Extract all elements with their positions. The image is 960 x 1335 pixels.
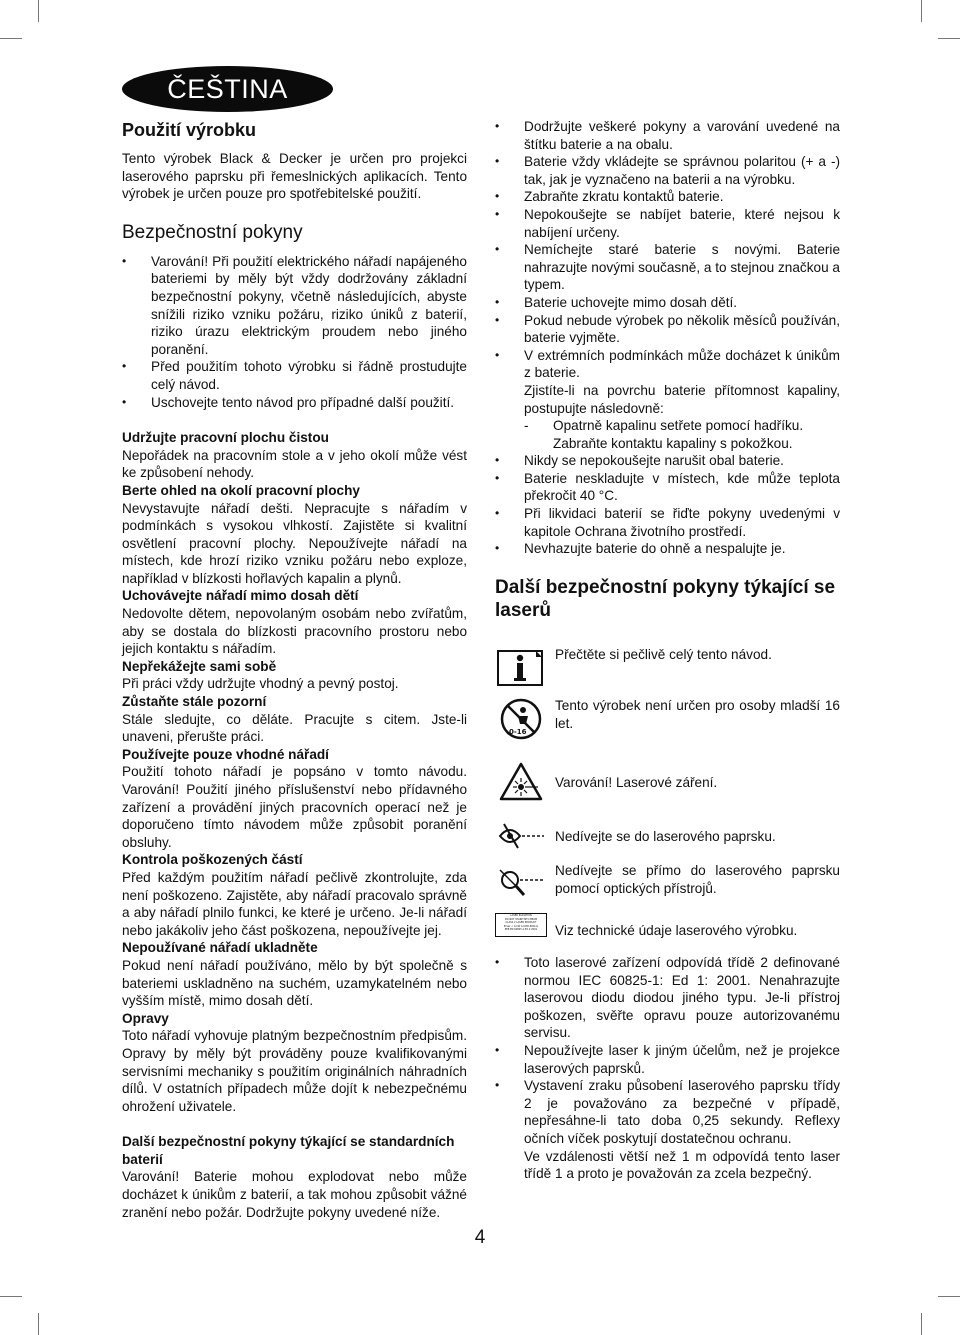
battery-list (495, 118, 840, 382)
section-text: Stále sledujte, co děláte. Pracujte s citem. Jste-li unaveni, přerušte práci. (122, 711, 467, 745)
crop-mark-bottom-left (38, 1313, 39, 1335)
list-item: • Toto laserové zařízení odpovídá třídě 2 definované normou IEC 60825-1: Ed 1: 2001. Nenahrazujte laserovou diodu diodou jiného typu. Je-li přístroj poškozen, svěřte opravu pouze autorizovanému servisu. (495, 954, 840, 1042)
page-number: 4 (474, 1227, 486, 1248)
symbol-text: Nedívejte se do laserového paprsku. (555, 829, 776, 844)
section-text: Nevystavujte nářadí dešti. Nepracujte s nářadím v podmínkách s vysokou vlhkostí. Zajistěte si kvalitní osvětlení pracovní plochy. Nepoužívejte nářadí na místech, kde hrozí riziko vzniku požáru nebo exploze, například v blízkosti hořlavých kapalin a plynů. (122, 500, 467, 586)
laser-label-icon (495, 910, 547, 940)
list-item: • Před použitím tohoto výrobku si řádně prostudujte celý návod. (122, 358, 467, 393)
list-item: • Nevhazujte baterie do ohně a nespalujte je. (495, 540, 840, 558)
list-item: • Nepokoušejte se nabíjet baterie, které nejsou k nabíjení určeny. (495, 206, 840, 241)
list-item: • Varování! Při použití elektrického nářadí napájeného bateriemi by měly být vždy dodržovány základní bezpečnostní pokyny, včetně následujících, abyste snížili riziko vzniku požáru, riziko úniků z baterií, riziko úrazu elektrickým proudem nebo jiného poranění. (122, 253, 467, 359)
label-line: DO NOT STARE INTO BEAM (504, 917, 538, 921)
laser-after-text: Ve vzdálenosti větší než 1 m odpovídá tento laser třídě 1 a proto je považován za zcela bezpečný. (524, 1148, 840, 1182)
leak-text: Zjistíte-li na povrchu baterie přítomnost kapaliny, postupujte následovně: (524, 382, 840, 416)
list-item: • V extrémních podmínkách může docházet k únikům z baterie. (495, 347, 840, 382)
section-heading: Berte ohled na okolí pracovní plochy (122, 482, 360, 498)
use-title: Použití výrobku (122, 120, 257, 140)
list-item: • Pokud nebude výrobek po několik měsíců používán, baterie vyjměte. (495, 312, 840, 347)
label-line: Pmax < 1mW λ=630-680nm (503, 924, 539, 928)
symbol-row (495, 760, 840, 804)
list-item: • Zabraňte zkratu kontaktů baterie. (495, 188, 840, 206)
list-item: • Vystavení zraku působení laserového paprsku třídy 2 je považováno za bezpečné v případě, nepřesáhne-li tato doba 0,25 sekundy. Reflexy očních víček poskytují dostatečnou ochranu. (495, 1077, 840, 1147)
dash-marker: - (524, 418, 529, 434)
language-badge: ČEŠTINA (122, 66, 333, 112)
list-item: • Nepoužívejte laser k jiným účelům, než je projekce laserových paprsků. (495, 1042, 840, 1077)
manual-info-icon (495, 646, 547, 690)
list-item: • Baterie neskladujte v místech, kde může teplota překročit 40 °C. (495, 470, 840, 505)
laser-list (495, 954, 840, 1148)
label-line: PER EN 60825-1:Ed 1:2001 (504, 928, 538, 932)
symbol-text: Viz technické údaje laserového výrobku. (555, 923, 798, 938)
laser-title: Další bezpečnostní pokyny týkající se laserů (495, 576, 836, 621)
symbol-text: Tento výrobek není určen pro osoby mladší 16 let. (555, 698, 840, 731)
magnifier-laser-icon (495, 862, 547, 906)
list-item: • Při likvidaci baterií se řiďte pokyny uvedenými v kapitole Ochrana životního prostředí. (495, 505, 840, 540)
list-item: • Baterie uchovejte mimo dosah dětí. (495, 294, 840, 312)
symbol-row (495, 814, 840, 858)
symbol-text: Varování! Laserové záření. (555, 775, 718, 790)
section-heading: Kontrola poškozených částí (122, 852, 303, 868)
section-text: Při práci vždy udržujte vhodný a pevný postoj. (122, 676, 399, 692)
section-heading: Používejte pouze vhodné nářadí (122, 746, 329, 762)
symbol-row (495, 862, 840, 906)
label-line: LASER RADIATION (510, 914, 532, 917)
list-item: • Baterie vždy vkládejte se správnou polaritou (+ a -) tak, jak je vyznačeno na baterii a na výrobku. (495, 153, 840, 188)
symbol-row (495, 646, 840, 690)
safety-list (122, 253, 467, 411)
right-column (495, 118, 840, 622)
list-item: • Dodržujte veškeré pokyny a varování uvedené na štítku baterie a na obalu. (495, 118, 840, 153)
eye-laser-icon (495, 814, 547, 858)
section-heading: Uchovávejte nářadí mimo dosah dětí (122, 588, 359, 604)
crop-mark-top-right (921, 0, 922, 22)
symbol-row (495, 910, 840, 940)
section-text: Před každým použitím nářadí pečlivě zkontrolujte, zda není poškozeno. Zajistěte, aby nářadí pracovalo správně a aby nářadí plnilo funkci, ke které je určeno. Je-li nářadí nebo jakákoliv jeho část poškozena, nepoužívejte jej. (122, 869, 467, 938)
section-heading: Nepřekážejte sami sobě (122, 658, 277, 674)
laser-warning-icon (495, 760, 547, 804)
crop-mark-top-right-h (938, 38, 960, 39)
age-restriction-icon (495, 697, 547, 741)
battery-title: Další bezpečnostní pokyny týkající se standardních baterií (122, 1134, 455, 1167)
crop-mark-top-left-h (0, 38, 22, 39)
section-heading: Nepoužívané nářadí ukladněte (122, 940, 318, 956)
section-text: Nepořádek na pracovním stole a v jeho okolí může vést ke způsobení nehody. (122, 447, 467, 481)
age-badge-text: 0-16 (509, 728, 527, 736)
section-heading: Udržujte pracovní plochu čistou (122, 430, 329, 446)
section-text: Nedovolte dětem, nepovolaným osobám nebo zvířatům, aby se dostala do blízkosti pracovního prostoru nebo jejich kontaktu s nářadím. (122, 606, 467, 657)
section-text: Pokud není nářadí používáno, mělo by být společně s bateriemi uskladněno na suchém, uzamykatelném nebo vyšším místě, mimo dosah dětí. (122, 957, 467, 1009)
crop-mark-bottom-right (921, 1313, 922, 1335)
battery-text: Varování! Baterie mohou explodovat nebo může docházet k únikům z baterií, a tak mohou způsobit vážné zranění nebo požár. Dodržujte pokyny uvedené níže. (122, 1169, 467, 1220)
section-heading: Zůstaňte stále pozorní (122, 694, 267, 710)
safety-title: Bezpečnostní pokyny (122, 221, 303, 243)
list-item: • Nemíchejte staré baterie s novými. Baterie nahrazujte novými současně, a to stejnou značkou a typem. (495, 241, 840, 294)
use-text: Tento výrobek Black & Decker je určen pro projekci laserového paprsku při řemeslnických aplikacích. Tento výrobek je určen pouze pro spotřebitelské použití. (122, 151, 467, 202)
label-line: CLASS 2 LASER PRODUCT (505, 921, 537, 925)
crop-mark-bottom-left-h (0, 1296, 22, 1297)
left-column (122, 118, 467, 1221)
symbol-row (495, 697, 840, 741)
crop-mark-top-left (38, 0, 39, 22)
list-item: • Uschovejte tento návod pro případné další použití. (122, 394, 467, 412)
laser-section (495, 954, 840, 1183)
list-item: • Nikdy se nepokoušejte narušit obal baterie. (495, 452, 840, 470)
section-heading: Opravy (122, 1010, 169, 1026)
battery-list-2 (495, 452, 840, 558)
leak-steps (495, 417, 840, 452)
leak-steps-text: Opatrně kapalinu setřete pomocí hadříku. Zabraňte kontaktu kapaliny s pokožkou. (553, 418, 804, 451)
symbol-text: Nedívejte se přímo do laserového paprsku pomocí optických přístrojů. (555, 863, 840, 896)
symbol-text: Přečtěte si pečlivě celý tento návod. (555, 647, 772, 662)
crop-mark-bottom-right-h (938, 1296, 960, 1297)
section-text: Toto nářadí vyhovuje platným bezpečnostním předpisům. Opravy by měly být prováděny pouze kvalifikovanými servisními mechaniky s použitím originálních náhradních dílů. V ostatních případech může dojít k nebezpečnému ohrožení uživatele. (122, 1028, 467, 1114)
section-text: Použití tohoto nářadí je popsáno v tomto návodu. Varování! Použití jiného příslušenství nebo přídavného zařízení a provádění jiných pracovních operací než je doporučeno tímto návodem může způsobit poranění obsluhy. (122, 764, 467, 850)
